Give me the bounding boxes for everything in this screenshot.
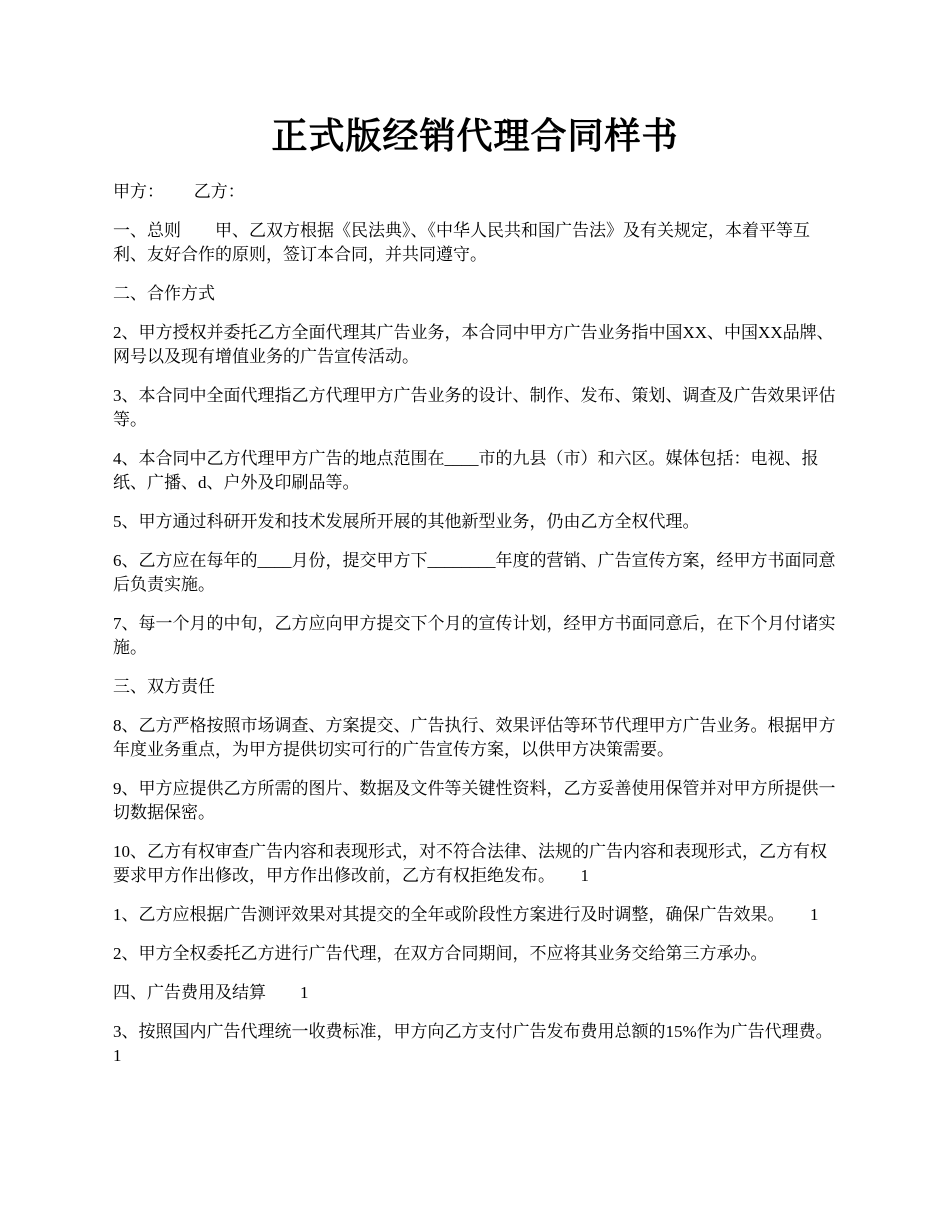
section-heading-responsibilities: 三、双方责任	[113, 677, 215, 696]
clause-2: 2、甲方授权并委托乙方全面代理其广告业务，本合同中甲方广告业务指中国XX、中国XX品牌、网号以及现有增值业务的广告宣传活动。	[113, 323, 834, 366]
clause-3: 3、本合同中全面代理指乙方代理甲方广告业务的设计、制作、发布、策划、调查及广告效果评估等。	[113, 386, 836, 429]
document-body	[113, 180, 859, 1083]
clause-9: 9、甲方应提供乙方所需的图片、数据及文件等关键性资料，乙方妥善使用保管并对甲方所提供一切数据保密。	[113, 779, 836, 822]
section-heading-fees: 四、广告费用及结算 1	[113, 983, 309, 1002]
clause-8: 8、乙方严格按照市场调查、方案提交、广告执行、效果评估等环节代理甲方广告业务。根据甲方年度业务重点，为甲方提供切实可行的广告宣传方案，以供甲方决策需要。	[113, 716, 836, 759]
document-title: 正式版经销代理合同样书	[271, 116, 679, 156]
clause-4: 4、本合同中乙方代理甲方广告的地点范围在____市的九县（市）和六区。媒体包括：电视、报纸、广播、d、户外及印刷品等。	[113, 449, 819, 492]
section-general: 一、总则 甲、乙双方根据《民法典》、《中华人民共和国广告法》及有关规定，本着平等互利、友好合作的原则，签订本合同，并共同遵守。	[113, 221, 810, 264]
clause-12: 2、甲方全权委托乙方进行广告代理，在双方合同期间，不应将其业务交给第三方承办。	[113, 944, 768, 963]
party-line: 甲方： 乙方：	[113, 182, 245, 201]
clause-7: 7、每一个月的中旬，乙方应向甲方提交下个月的宣传计划，经甲方书面同意后，在下个月付诸实施。	[113, 614, 836, 657]
clause-10: 10、乙方有权审查广告内容和表现形式，对不符合法律、法规的广告内容和表现形式，乙方有权要求甲方作出修改，甲方作出修改前，乙方有权拒绝发布。 1	[113, 842, 827, 885]
clause-5: 5、甲方通过科研开发和技术发展所开展的其他新型业务，仍由乙方全权代理。	[113, 512, 700, 531]
clause-11: 1、乙方应根据广告测评效果对其提交的全年或阶段性方案进行及时调整，确保广告效果。 1	[113, 905, 819, 924]
clause-6: 6、乙方应在每年的____月份，提交甲方下________年度的营销、广告宣传方案，经甲方书面同意后负责实施。	[113, 551, 836, 594]
section-heading-cooperation: 二、合作方式	[113, 284, 215, 303]
clause-13: 3、按照国内广告代理统一收费标准，甲方向乙方支付广告发布费用总额的15%作为广告代理费。 1	[113, 1022, 859, 1065]
